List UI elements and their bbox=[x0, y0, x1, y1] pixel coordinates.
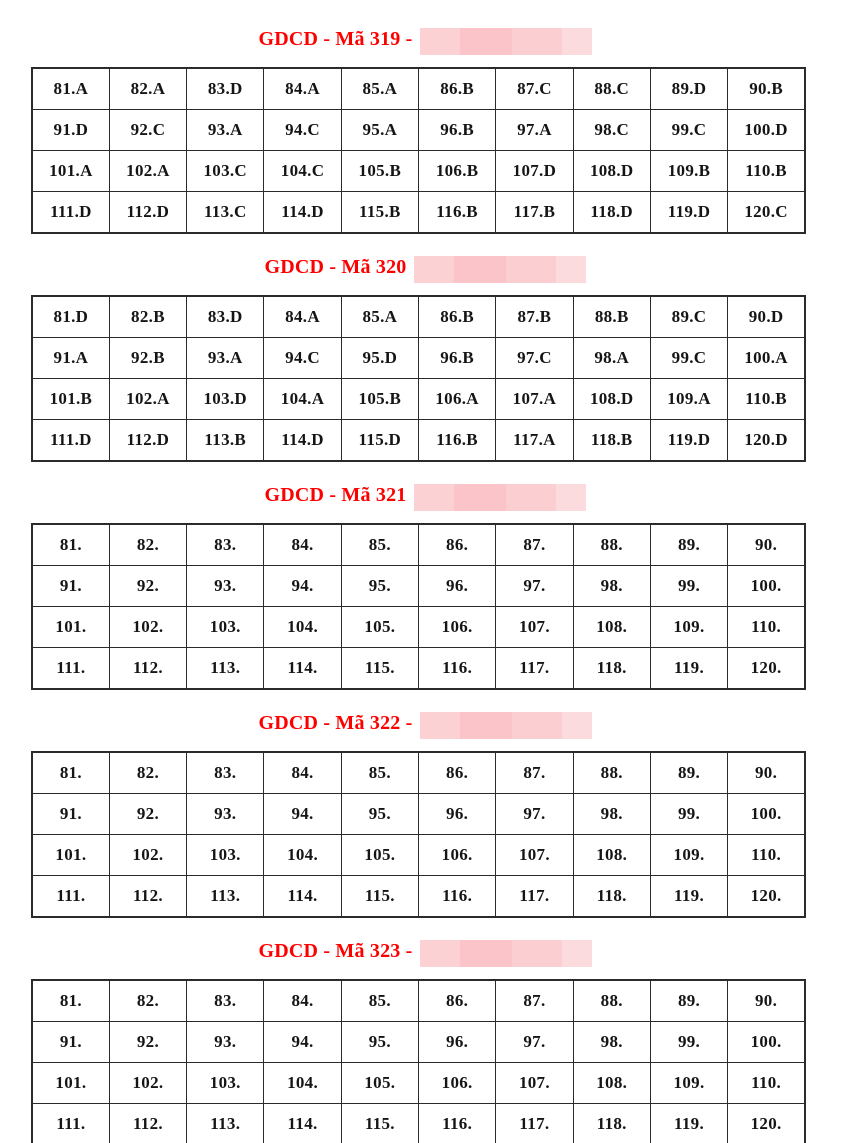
answer-cell: 95.D bbox=[341, 338, 418, 379]
answer-cell: 114.D bbox=[264, 420, 341, 462]
answer-cell: 89.D bbox=[650, 68, 727, 110]
answer-row bbox=[32, 110, 805, 151]
redaction-segment bbox=[512, 712, 562, 739]
answer-cell: 107.D bbox=[496, 151, 573, 192]
answer-cell: 85.A bbox=[341, 68, 418, 110]
answer-cell: 98. bbox=[573, 794, 650, 835]
answer-row bbox=[32, 192, 805, 234]
answer-cell: 115. bbox=[341, 876, 418, 918]
section-title: GDCD - Mã 323 - bbox=[258, 940, 413, 962]
answer-cell: 103.C bbox=[187, 151, 264, 192]
answer-cell: 83. bbox=[187, 752, 264, 794]
redaction-segment bbox=[414, 256, 454, 283]
answer-cell: 85. bbox=[341, 752, 418, 794]
answer-cell: 84. bbox=[264, 752, 341, 794]
answer-cell: 100. bbox=[728, 794, 805, 835]
answer-cell: 107. bbox=[496, 607, 573, 648]
answer-cell: 116. bbox=[418, 1104, 495, 1143]
answer-cell: 81. bbox=[32, 752, 109, 794]
answer-cell: 112. bbox=[109, 648, 186, 690]
answer-cell: 99. bbox=[650, 794, 727, 835]
answer-cell: 120.D bbox=[728, 420, 805, 462]
answer-cell: 100.A bbox=[728, 338, 805, 379]
answer-cell: 108.D bbox=[573, 151, 650, 192]
answer-cell: 86.B bbox=[418, 68, 495, 110]
answer-cell: 97.A bbox=[496, 110, 573, 151]
answer-row bbox=[32, 524, 805, 566]
answer-cell: 115.D bbox=[341, 420, 418, 462]
answer-cell: 113.B bbox=[187, 420, 264, 462]
answer-cell: 101.A bbox=[32, 151, 109, 192]
answer-cell: 89. bbox=[650, 752, 727, 794]
answer-cell: 120. bbox=[728, 876, 805, 918]
answer-cell: 85. bbox=[341, 524, 418, 566]
answer-cell: 114.D bbox=[264, 192, 341, 234]
answer-row bbox=[32, 296, 805, 338]
answer-cell: 89. bbox=[650, 524, 727, 566]
section-title: GDCD - Mã 319 - bbox=[258, 28, 413, 50]
answer-cell: 119. bbox=[650, 876, 727, 918]
answer-cell: 99. bbox=[650, 566, 727, 607]
answer-cell: 101. bbox=[32, 1063, 109, 1104]
answer-cell: 112.D bbox=[109, 420, 186, 462]
answer-cell: 98.C bbox=[573, 110, 650, 151]
redaction-segment bbox=[512, 28, 562, 55]
answer-cell: 93.A bbox=[187, 110, 264, 151]
answer-cell: 111. bbox=[32, 1104, 109, 1143]
answer-cell: 93. bbox=[187, 794, 264, 835]
answer-cell: 90. bbox=[728, 524, 805, 566]
answer-cell: 110. bbox=[728, 1063, 805, 1104]
answer-cell: 97. bbox=[496, 1022, 573, 1063]
answer-cell: 109. bbox=[650, 607, 727, 648]
answer-row bbox=[32, 1104, 805, 1143]
answer-cell: 115. bbox=[341, 1104, 418, 1143]
answer-cell: 88. bbox=[573, 524, 650, 566]
answer-cell: 116. bbox=[418, 876, 495, 918]
answer-cell: 117.B bbox=[496, 192, 573, 234]
answer-cell: 118.B bbox=[573, 420, 650, 462]
answer-cell: 92. bbox=[109, 794, 186, 835]
redaction-segment bbox=[562, 28, 592, 55]
answer-cell: 116.B bbox=[418, 192, 495, 234]
answer-cell: 110.B bbox=[728, 151, 805, 192]
answer-cell: 100. bbox=[728, 566, 805, 607]
answer-cell: 88.C bbox=[573, 68, 650, 110]
answer-cell: 94.C bbox=[264, 338, 341, 379]
answer-cell: 113.C bbox=[187, 192, 264, 234]
redaction-segment bbox=[512, 940, 562, 967]
answer-cell: 81.D bbox=[32, 296, 109, 338]
answer-cell: 110. bbox=[728, 835, 805, 876]
answer-cell: 104.A bbox=[264, 379, 341, 420]
answer-cell: 114. bbox=[264, 876, 341, 918]
answer-cell: 96.B bbox=[418, 338, 495, 379]
answer-cell: 91. bbox=[32, 566, 109, 607]
section-header bbox=[0, 482, 850, 509]
answer-cell: 111.D bbox=[32, 420, 109, 462]
answer-cell: 119.D bbox=[650, 420, 727, 462]
answer-table-body bbox=[32, 524, 805, 689]
answer-cell: 90. bbox=[728, 980, 805, 1022]
answer-cell: 110.B bbox=[728, 379, 805, 420]
answer-cell: 107. bbox=[496, 1063, 573, 1104]
answer-cell: 109. bbox=[650, 835, 727, 876]
answer-cell: 97. bbox=[496, 566, 573, 607]
answer-cell: 95.A bbox=[341, 110, 418, 151]
answer-cell: 108. bbox=[573, 1063, 650, 1104]
answer-cell: 92. bbox=[109, 1022, 186, 1063]
answer-cell: 96.B bbox=[418, 110, 495, 151]
answer-cell: 93.A bbox=[187, 338, 264, 379]
answer-cell: 110. bbox=[728, 607, 805, 648]
answer-cell: 111. bbox=[32, 648, 109, 690]
section-title: GDCD - Mã 321 bbox=[264, 484, 407, 506]
answer-cell: 115.B bbox=[341, 192, 418, 234]
answer-cell: 114. bbox=[264, 1104, 341, 1143]
answer-cell: 102. bbox=[109, 835, 186, 876]
answer-row bbox=[32, 752, 805, 794]
answer-cell: 108.D bbox=[573, 379, 650, 420]
answer-cell: 115. bbox=[341, 648, 418, 690]
answer-cell: 117.A bbox=[496, 420, 573, 462]
answer-cell: 106. bbox=[418, 835, 495, 876]
answer-section bbox=[0, 26, 850, 234]
answer-cell: 114. bbox=[264, 648, 341, 690]
answer-table bbox=[31, 295, 806, 462]
redaction-segment bbox=[454, 256, 506, 283]
answer-cell: 87. bbox=[496, 524, 573, 566]
redaction-segment bbox=[506, 256, 556, 283]
answer-cell: 90. bbox=[728, 752, 805, 794]
redaction-segment bbox=[420, 712, 460, 739]
answer-cell: 109.A bbox=[650, 379, 727, 420]
answer-cell: 86. bbox=[418, 752, 495, 794]
answer-cell: 109.B bbox=[650, 151, 727, 192]
answer-cell: 111.D bbox=[32, 192, 109, 234]
answer-cell: 105. bbox=[341, 607, 418, 648]
section-header bbox=[0, 254, 850, 281]
answer-cell: 118.D bbox=[573, 192, 650, 234]
answer-table-body bbox=[32, 68, 805, 233]
answer-cell: 103. bbox=[187, 1063, 264, 1104]
answer-cell: 84. bbox=[264, 980, 341, 1022]
answer-cell: 86.B bbox=[418, 296, 495, 338]
answer-row bbox=[32, 980, 805, 1022]
redacted-blur-block bbox=[420, 28, 592, 55]
answer-cell: 105. bbox=[341, 835, 418, 876]
answer-cell: 98. bbox=[573, 1022, 650, 1063]
answer-cell: 102. bbox=[109, 607, 186, 648]
answer-cell: 93. bbox=[187, 566, 264, 607]
answer-cell: 91. bbox=[32, 794, 109, 835]
answer-cell: 108. bbox=[573, 835, 650, 876]
answer-cell: 112. bbox=[109, 876, 186, 918]
answer-row bbox=[32, 607, 805, 648]
answer-cell: 118. bbox=[573, 1104, 650, 1143]
answer-cell: 83.D bbox=[187, 68, 264, 110]
answer-cell: 88. bbox=[573, 980, 650, 1022]
answer-cell: 82. bbox=[109, 524, 186, 566]
answer-row bbox=[32, 794, 805, 835]
answer-cell: 91.D bbox=[32, 110, 109, 151]
answer-cell: 112. bbox=[109, 1104, 186, 1143]
answer-cell: 119. bbox=[650, 1104, 727, 1143]
answer-cell: 87.C bbox=[496, 68, 573, 110]
answer-cell: 117. bbox=[496, 648, 573, 690]
answer-cell: 104. bbox=[264, 1063, 341, 1104]
answer-cell: 88. bbox=[573, 752, 650, 794]
answer-cell: 120.C bbox=[728, 192, 805, 234]
answer-table-body bbox=[32, 296, 805, 461]
redaction-segment bbox=[420, 940, 460, 967]
answer-cell: 104. bbox=[264, 607, 341, 648]
answer-cell: 82.B bbox=[109, 296, 186, 338]
redacted-blur-block bbox=[420, 712, 592, 739]
redaction-segment bbox=[460, 940, 512, 967]
answer-cell: 116. bbox=[418, 648, 495, 690]
answer-cell: 99.C bbox=[650, 338, 727, 379]
redacted-blur-block bbox=[414, 256, 586, 283]
answer-row bbox=[32, 338, 805, 379]
answer-cell: 91.A bbox=[32, 338, 109, 379]
answer-cell: 103.D bbox=[187, 379, 264, 420]
answer-row bbox=[32, 648, 805, 690]
answer-cell: 95. bbox=[341, 1022, 418, 1063]
answer-section bbox=[0, 254, 850, 462]
answer-row bbox=[32, 835, 805, 876]
answer-cell: 113. bbox=[187, 876, 264, 918]
answer-cell: 94. bbox=[264, 566, 341, 607]
redaction-segment bbox=[562, 712, 592, 739]
answer-cell: 86. bbox=[418, 980, 495, 1022]
answer-cell: 82. bbox=[109, 752, 186, 794]
answer-cell: 84.A bbox=[264, 296, 341, 338]
answer-cell: 104.C bbox=[264, 151, 341, 192]
answer-cell: 92. bbox=[109, 566, 186, 607]
answer-cell: 92.C bbox=[109, 110, 186, 151]
answer-row bbox=[32, 1063, 805, 1104]
answer-cell: 82.A bbox=[109, 68, 186, 110]
redacted-blur-block bbox=[414, 484, 586, 511]
redaction-segment bbox=[460, 712, 512, 739]
answer-cell: 99.C bbox=[650, 110, 727, 151]
answer-cell: 100.D bbox=[728, 110, 805, 151]
redaction-segment bbox=[420, 28, 460, 55]
answer-cell: 116.B bbox=[418, 420, 495, 462]
answer-cell: 113. bbox=[187, 1104, 264, 1143]
answer-cell: 98. bbox=[573, 566, 650, 607]
answer-table bbox=[31, 523, 806, 690]
answer-cell: 101. bbox=[32, 607, 109, 648]
answer-cell: 94. bbox=[264, 1022, 341, 1063]
answer-cell: 104. bbox=[264, 835, 341, 876]
answer-table-body bbox=[32, 752, 805, 917]
answer-cell: 100. bbox=[728, 1022, 805, 1063]
answer-section bbox=[0, 482, 850, 690]
answer-cell: 106.A bbox=[418, 379, 495, 420]
answer-table bbox=[31, 751, 806, 918]
redacted-blur-block bbox=[420, 940, 592, 967]
answer-cell: 103. bbox=[187, 607, 264, 648]
answer-cell: 81. bbox=[32, 980, 109, 1022]
answer-cell: 91. bbox=[32, 1022, 109, 1063]
answer-cell: 81.A bbox=[32, 68, 109, 110]
answer-cell: 119. bbox=[650, 648, 727, 690]
section-header bbox=[0, 26, 850, 53]
answer-cell: 89.C bbox=[650, 296, 727, 338]
answer-table-body bbox=[32, 980, 805, 1143]
answer-cell: 83. bbox=[187, 980, 264, 1022]
answer-row bbox=[32, 68, 805, 110]
answer-cell: 101.B bbox=[32, 379, 109, 420]
answer-cell: 84.A bbox=[264, 68, 341, 110]
answer-cell: 92.B bbox=[109, 338, 186, 379]
answer-cell: 96. bbox=[418, 566, 495, 607]
answer-cell: 95. bbox=[341, 566, 418, 607]
answer-cell: 105.B bbox=[341, 151, 418, 192]
answer-cell: 105.B bbox=[341, 379, 418, 420]
answer-cell: 85. bbox=[341, 980, 418, 1022]
answer-cell: 102. bbox=[109, 1063, 186, 1104]
answer-cell: 107.A bbox=[496, 379, 573, 420]
answer-cell: 117. bbox=[496, 1104, 573, 1143]
redaction-segment bbox=[454, 484, 506, 511]
answer-cell: 119.D bbox=[650, 192, 727, 234]
answer-cell: 90.B bbox=[728, 68, 805, 110]
answer-cell: 113. bbox=[187, 648, 264, 690]
answer-cell: 106.B bbox=[418, 151, 495, 192]
answer-cell: 106. bbox=[418, 607, 495, 648]
answer-cell: 96. bbox=[418, 1022, 495, 1063]
section-header bbox=[0, 938, 850, 965]
answer-cell: 97.C bbox=[496, 338, 573, 379]
answer-cell: 93. bbox=[187, 1022, 264, 1063]
answer-cell: 99. bbox=[650, 1022, 727, 1063]
redaction-segment bbox=[562, 940, 592, 967]
answer-cell: 89. bbox=[650, 980, 727, 1022]
answer-table bbox=[31, 979, 806, 1143]
answer-cell: 86. bbox=[418, 524, 495, 566]
answer-cell: 96. bbox=[418, 794, 495, 835]
answer-cell: 117. bbox=[496, 876, 573, 918]
answer-cell: 90.D bbox=[728, 296, 805, 338]
answer-cell: 87. bbox=[496, 980, 573, 1022]
answer-cell: 107. bbox=[496, 835, 573, 876]
answer-cell: 94. bbox=[264, 794, 341, 835]
answer-row bbox=[32, 151, 805, 192]
redaction-segment bbox=[460, 28, 512, 55]
answer-row bbox=[32, 876, 805, 918]
answer-cell: 87.B bbox=[496, 296, 573, 338]
section-title: GDCD - Mã 320 bbox=[264, 256, 407, 278]
answer-cell: 105. bbox=[341, 1063, 418, 1104]
answer-cell: 97. bbox=[496, 794, 573, 835]
answer-cell: 98.A bbox=[573, 338, 650, 379]
answer-cell: 102.A bbox=[109, 379, 186, 420]
answer-row bbox=[32, 420, 805, 462]
answer-section bbox=[0, 938, 850, 1143]
answer-cell: 88.B bbox=[573, 296, 650, 338]
answer-cell: 102.A bbox=[109, 151, 186, 192]
answer-cell: 101. bbox=[32, 835, 109, 876]
answer-cell: 103. bbox=[187, 835, 264, 876]
answer-cell: 118. bbox=[573, 648, 650, 690]
answer-cell: 118. bbox=[573, 876, 650, 918]
redaction-segment bbox=[556, 484, 586, 511]
answer-section bbox=[0, 710, 850, 918]
answer-cell: 84. bbox=[264, 524, 341, 566]
answer-row bbox=[32, 566, 805, 607]
answer-cell: 106. bbox=[418, 1063, 495, 1104]
answer-cell: 95. bbox=[341, 794, 418, 835]
answer-cell: 111. bbox=[32, 876, 109, 918]
redaction-segment bbox=[506, 484, 556, 511]
answer-row bbox=[32, 1022, 805, 1063]
answer-cell: 85.A bbox=[341, 296, 418, 338]
answer-cell: 120. bbox=[728, 648, 805, 690]
answer-cell: 112.D bbox=[109, 192, 186, 234]
redaction-segment bbox=[414, 484, 454, 511]
answer-cell: 108. bbox=[573, 607, 650, 648]
answer-cell: 120. bbox=[728, 1104, 805, 1143]
answer-cell: 87. bbox=[496, 752, 573, 794]
answer-cell: 81. bbox=[32, 524, 109, 566]
answer-cell: 94.C bbox=[264, 110, 341, 151]
answer-cell: 83. bbox=[187, 524, 264, 566]
answer-table bbox=[31, 67, 806, 234]
section-title: GDCD - Mã 322 - bbox=[258, 712, 413, 734]
answer-cell: 82. bbox=[109, 980, 186, 1022]
answer-row bbox=[32, 379, 805, 420]
answer-cell: 83.D bbox=[187, 296, 264, 338]
section-header bbox=[0, 710, 850, 737]
answer-cell: 109. bbox=[650, 1063, 727, 1104]
redaction-segment bbox=[556, 256, 586, 283]
